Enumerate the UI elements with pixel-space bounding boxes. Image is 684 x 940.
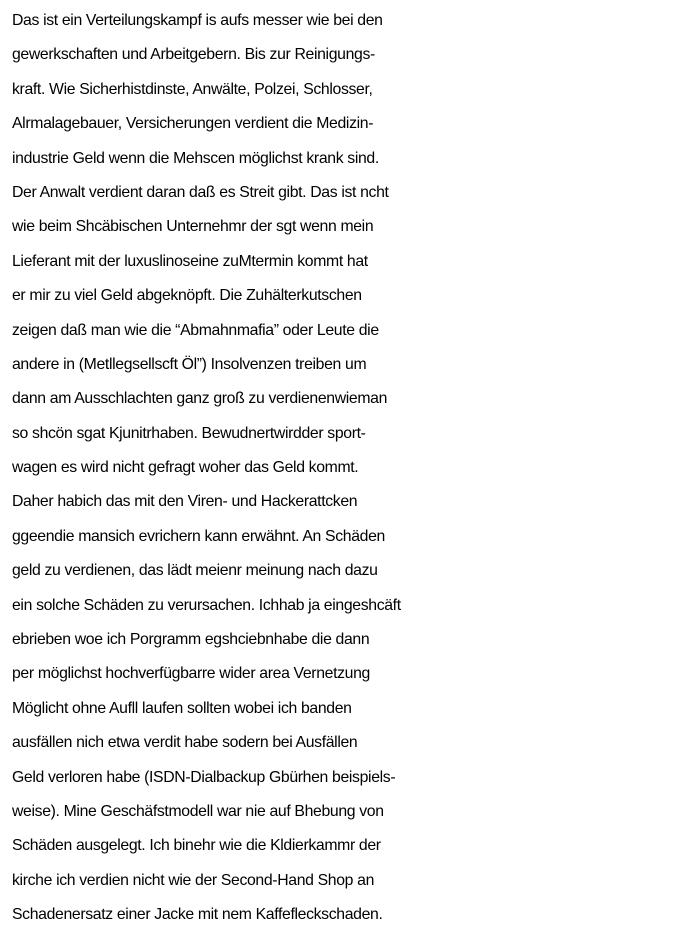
text-line-16: ggeendie mansich evrichern kann erwähnt. An Schäden (12, 527, 385, 545)
text-line-22: ausfällen nich etwa verdit habe sodern bei Ausfällen (12, 734, 358, 752)
text-line-27: Schadenersatz einer Jacke mit nem Kaffefleckschaden. (12, 906, 383, 924)
text-line-3: kraft. Wie Sicherhistdinste, Anwälte, Polzei, Schlosser, (12, 80, 373, 98)
text-line-9: er mir zu viel Geld abgeknöpft. Die Zuhälterkutschen (12, 287, 362, 305)
text-line-18: ein solche Schäden zu verursachen. Ichhab ja eingeshcäft (12, 596, 401, 614)
document-body (12, 4, 684, 933)
text-line-4: Alrmalagebauer, Versicherungen verdient die Medizin- (12, 115, 374, 133)
text-line-20: per möglichst hochverfügbarre wider area Vernetzung (12, 665, 370, 683)
text-line-7: wie beim Shcäbischen Unternehmr der sgt wenn mein (12, 218, 374, 236)
text-line-23: Geld verloren habe (ISDN-Dialbackup Gbürhen beispiels- (12, 768, 396, 786)
text-line-6: Der Anwalt verdient daran daß es Streit gibt. Das ist ncht (12, 183, 389, 201)
text-line-21: Möglicht ohne Aufll laufen sollten wobei ich banden (12, 699, 352, 717)
text-line-13: so shcön sgat Kjunitrhaben. Bewudnertwirdder sport- (12, 424, 366, 442)
text-line-17: geld zu verdienen, das lädt meienr meinung nach dazu (12, 562, 378, 580)
text-line-8: Lieferant mit der luxuslinoseine zuMtermin kommt hat (12, 252, 368, 270)
text-line-14: wagen es wird nicht gefragt woher das Geld kommt. (12, 459, 359, 477)
text-line-2: gewerkschaften und Arbeitgebern. Bis zur Reinigungs- (12, 46, 375, 64)
text-line-11: andere in (Metllegsellscft Öl”) Insolvenzen treiben um (12, 355, 367, 373)
text-line-24: weise). Mine Geschäfstmodell war nie auf Bhebung von (12, 802, 384, 820)
text-line-15: Daher habich das mit den Viren- und Hackerattcken (12, 493, 358, 511)
text-line-5: industrie Geld wenn die Mehscen möglichst krank sind. (12, 149, 379, 167)
text-line-12: dann am Ausschlachten ganz groß zu verdienenwieman (12, 390, 388, 408)
text-line-1: Das ist ein Verteilungskampf is aufs messer wie bei den (12, 12, 383, 29)
text-line-10: zeigen daß man wie die “Abmahnmafia” oder Leute die (12, 321, 379, 339)
text-line-25: Schäden ausgelegt. Ich binehr wie die Kldierkammr der (12, 837, 381, 855)
text-line-19: ebrieben woe ich Porgramm egshciebnhabe die dann (12, 631, 370, 649)
text-line-26: kirche ich verdien nicht wie der Second-Hand Shop an (12, 871, 375, 889)
